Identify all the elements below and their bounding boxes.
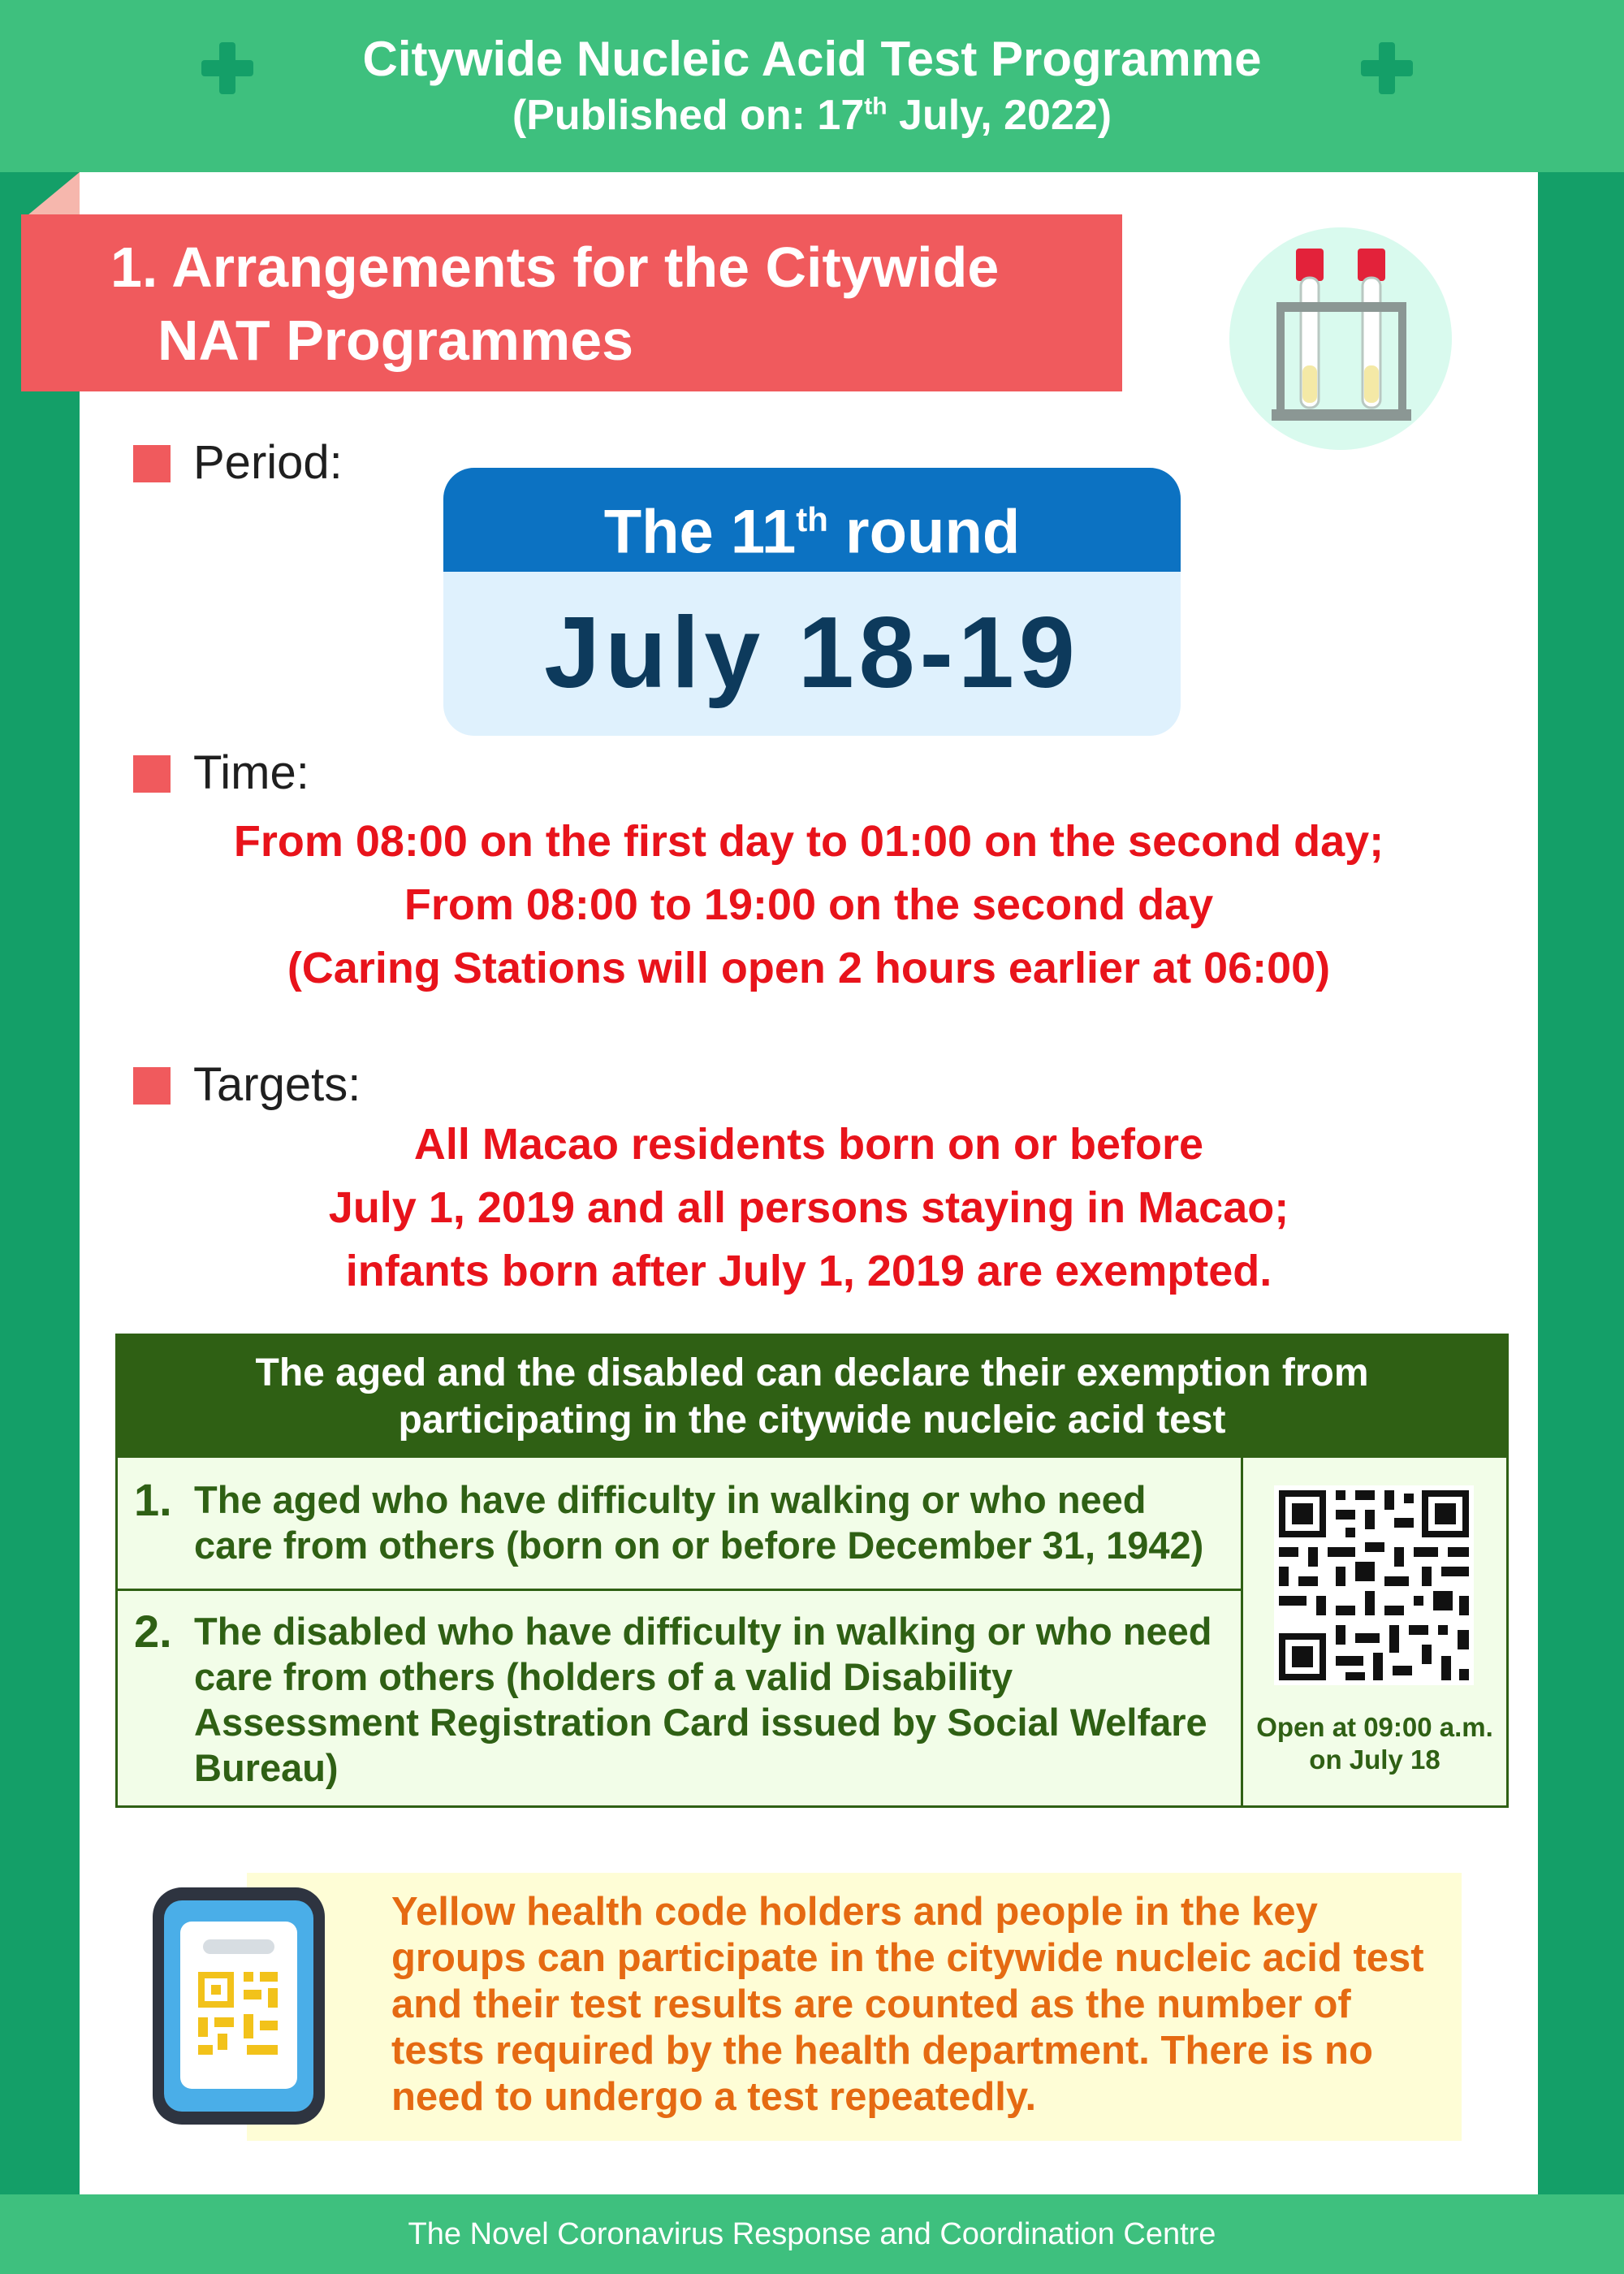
period-bullet <box>133 445 171 482</box>
section-heading-line1: 1. Arrangements for the Citywide <box>110 236 1000 299</box>
exemption-item-disabled <box>118 1591 1243 1805</box>
round-dates: July 18-19 <box>544 597 1080 709</box>
page-title: Citywide Nucleic Acid Test Programme <box>362 32 1262 86</box>
footer-credit: The Novel Coronavirus Response and Coordination Centre <box>0 2194 1624 2274</box>
exemption-item-aged <box>118 1458 1243 1591</box>
item-text: The aged who have difficulty in walking or who need care from others (born on or before December 31, 1942) <box>194 1478 1204 1567</box>
item-text: The disabled who have difficulty in walking or who need care from others (holders of a valid Disability Assessment Registration Card issued by Social Welfare Bureau) <box>194 1610 1212 1789</box>
notice-text: Yellow health code holders and people in the key groups can participate in the citywide nucleic acid test and their test results are counted as the number of tests required by the health department. There is no need to undergo a test repeatedly. <box>391 1890 1424 2119</box>
test-tube-rack-icon <box>1229 227 1452 450</box>
exemption-heading: The aged and the disabled can declare their exemption from participating in the citywide nucleic acid test <box>118 1336 1506 1458</box>
corner-fold <box>23 172 80 219</box>
section-heading <box>21 214 1122 391</box>
published-date: (Published on: 17th July, 2022) <box>512 92 1112 139</box>
round-title: The 11th round <box>443 468 1181 572</box>
targets-line-3: infants born after July 1, 2019 are exempted. <box>345 1247 1272 1295</box>
round-card <box>443 468 1181 736</box>
time-line-3: (Caring Stations will open 2 hours earlier at 06:00) <box>287 944 1331 992</box>
section-heading-line2: NAT Programmes <box>158 309 634 372</box>
phone-health-code-icon <box>153 1887 325 2125</box>
qr-open-time: Open at 09:00 a.m. on July 18 <box>1256 1712 1493 1775</box>
item-number: 1. <box>134 1474 172 1525</box>
qr-code-icon[interactable] <box>1274 1485 1474 1685</box>
targets-line-1: All Macao residents born on or before <box>413 1120 1204 1169</box>
time-line-2: From 08:00 to 19:00 on the second day <box>404 880 1214 929</box>
targets-line-2: July 1, 2019 and all persons staying in Macao; <box>328 1183 1289 1232</box>
time-bullet <box>133 755 171 793</box>
header-banner <box>0 0 1624 172</box>
targets-label: Targets: <box>193 1058 361 1111</box>
exemption-table <box>115 1334 1509 1808</box>
targets-bullet <box>133 1067 171 1105</box>
time-line-1: From 08:00 on the first day to 01:00 on the second day; <box>233 817 1384 866</box>
item-number: 2. <box>134 1606 172 1657</box>
time-label: Time: <box>193 746 309 799</box>
period-label: Period: <box>193 436 343 489</box>
